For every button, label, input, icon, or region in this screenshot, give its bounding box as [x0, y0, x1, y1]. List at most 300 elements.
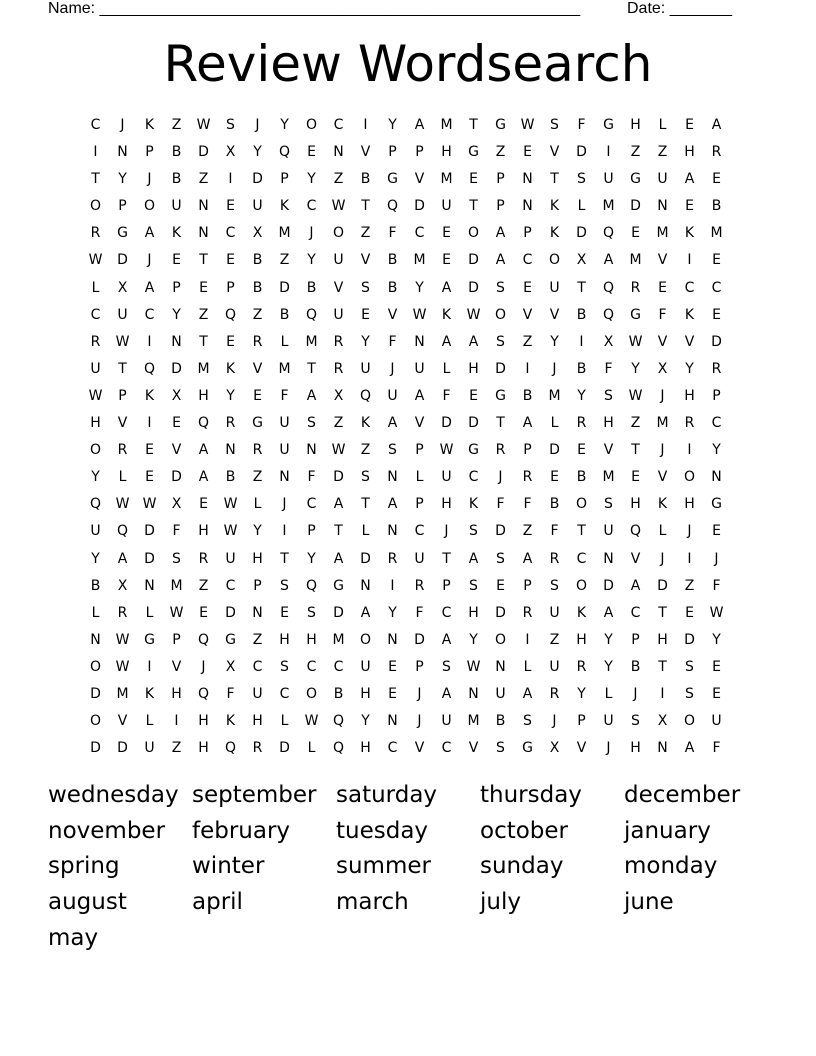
grid-letter: M: [170, 577, 183, 594]
grid-letter: I: [147, 658, 152, 675]
grid-letter: O: [683, 713, 696, 730]
grid-letter: X: [171, 496, 182, 513]
grid-letter: N: [252, 604, 263, 621]
grid-letter: Z: [522, 523, 533, 540]
grid-letter: Z: [198, 171, 209, 188]
grid-letter: X: [576, 252, 587, 269]
grid-letter: I: [363, 117, 368, 133]
grid-letter: J: [147, 171, 152, 188]
grid-letter: V: [657, 469, 668, 486]
grid-letter: H: [630, 740, 641, 757]
grid-letter: M: [305, 333, 318, 350]
grid-letter: T: [307, 360, 316, 377]
grid-letter: Z: [657, 144, 668, 161]
grid-letter: V: [684, 333, 695, 350]
grid-letter: Q: [305, 577, 318, 594]
grid-letter: I: [606, 144, 611, 161]
grid-letter: I: [93, 144, 98, 161]
grid-letter: E: [685, 604, 694, 621]
grid-letter: O: [143, 198, 156, 215]
name-field-label: Name: ______________________________________________________: [48, 0, 581, 17]
grid-letter: T: [577, 279, 586, 296]
grid-letter: U: [711, 713, 722, 730]
grid-letter: R: [117, 442, 128, 459]
grid-letter: A: [522, 685, 533, 702]
grid-letter: H: [630, 117, 641, 133]
grid-letter: E: [307, 144, 316, 161]
grid-letter: W: [304, 713, 319, 730]
grid-letter: C: [225, 577, 236, 594]
grid-letter: U: [360, 360, 371, 377]
grid-letter: N: [279, 469, 290, 486]
grid-letter: D: [684, 631, 695, 648]
grid-letter: G: [711, 496, 722, 513]
grid-letter: A: [144, 279, 155, 296]
grid-letter: W: [520, 117, 535, 133]
grid-letter: A: [117, 550, 128, 567]
grid-letter: E: [631, 225, 640, 242]
grid-letter: J: [660, 387, 665, 404]
grid-letter: O: [359, 631, 372, 648]
grid-letter: Z: [333, 171, 344, 188]
grid-letter: V: [468, 740, 479, 757]
grid-letter: R: [576, 658, 587, 675]
grid-letter: G: [387, 171, 398, 188]
grid-letter: Y: [307, 550, 316, 567]
grid-letter: Y: [577, 685, 586, 702]
word-list-item: march: [336, 889, 409, 916]
grid-letter: W: [466, 658, 481, 675]
grid-letter: M: [413, 252, 426, 269]
grid-letter: F: [172, 523, 181, 540]
grid-letter: K: [468, 496, 479, 513]
grid-letter: H: [252, 550, 263, 567]
grid-letter: R: [630, 279, 641, 296]
grid-letter: N: [306, 442, 317, 459]
grid-letter: A: [522, 415, 533, 432]
word-list-item: april: [192, 889, 243, 916]
grid-letter: W: [142, 496, 157, 513]
grid-letter: F: [442, 387, 451, 404]
grid-letter: X: [171, 387, 182, 404]
grid-letter: B: [171, 171, 182, 188]
grid-letter: D: [360, 550, 371, 567]
grid-letter: M: [656, 415, 669, 432]
grid-letter: Q: [332, 740, 345, 757]
grid-letter: Z: [333, 415, 344, 432]
grid-letter: P: [415, 442, 424, 459]
grid-letter: G: [522, 740, 533, 757]
grid-letter: U: [252, 685, 263, 702]
grid-letter: Q: [386, 198, 399, 215]
grid-letter: P: [631, 631, 640, 648]
grid-letter: P: [307, 523, 316, 540]
grid-letter: U: [117, 306, 128, 323]
grid-letter: A: [414, 387, 425, 404]
grid-letter: D: [576, 225, 587, 242]
grid-letter: A: [333, 496, 344, 513]
grid-letter: F: [604, 360, 613, 377]
grid-letter: V: [387, 306, 398, 323]
grid-letter: A: [711, 117, 722, 133]
grid-letter: V: [414, 740, 425, 757]
grid-letter: O: [305, 117, 318, 133]
grid-letter: L: [145, 713, 154, 730]
grid-letter: F: [415, 604, 424, 621]
grid-letter: R: [333, 360, 344, 377]
grid-letter: Q: [197, 631, 210, 648]
grid-letter: L: [604, 685, 613, 702]
grid-letter: R: [90, 225, 101, 242]
grid-letter: E: [577, 442, 586, 459]
grid-letter: H: [576, 631, 587, 648]
grid-letter: G: [468, 144, 479, 161]
grid-letter: B: [306, 279, 317, 296]
grid-letter: C: [90, 117, 101, 133]
grid-letter: D: [117, 252, 128, 269]
grid-letter: Y: [280, 117, 289, 133]
grid-letter: W: [115, 496, 130, 513]
grid-letter: D: [90, 740, 101, 757]
grid-letter: C: [522, 252, 533, 269]
grid-letter: B: [549, 496, 560, 513]
grid-letter: V: [117, 713, 128, 730]
grid-letter: D: [495, 523, 506, 540]
grid-letter: C: [144, 306, 155, 323]
grid-letter: T: [658, 658, 667, 675]
grid-letter: A: [144, 225, 155, 242]
grid-letter: E: [712, 252, 721, 269]
grid-letter: X: [117, 279, 128, 296]
grid-letter: U: [549, 279, 560, 296]
grid-letter: Y: [550, 333, 559, 350]
grid-letter: L: [253, 496, 262, 513]
grid-letter: S: [685, 658, 694, 675]
grid-letter: E: [685, 198, 694, 215]
grid-letter: P: [496, 198, 505, 215]
grid-letter: P: [415, 144, 424, 161]
grid-letter: C: [306, 658, 317, 675]
word-list-item: thursday: [480, 782, 582, 808]
grid-letter: P: [172, 279, 181, 296]
grid-letter: P: [523, 442, 532, 459]
grid-letter: C: [90, 306, 101, 323]
grid-letter: S: [172, 550, 181, 567]
grid-letter: Q: [602, 306, 615, 323]
grid-letter: E: [685, 117, 694, 133]
grid-letter: O: [305, 685, 318, 702]
grid-letter: U: [333, 306, 344, 323]
grid-letter: V: [603, 442, 614, 459]
grid-letter: E: [226, 252, 235, 269]
grid-letter: U: [360, 658, 371, 675]
grid-letter: E: [226, 198, 235, 215]
grid-letter: D: [171, 360, 182, 377]
grid-letter: C: [252, 658, 263, 675]
grid-letter: I: [228, 171, 233, 188]
grid-letter: U: [549, 604, 560, 621]
grid-letter: S: [496, 740, 505, 757]
grid-letter: Q: [143, 360, 156, 377]
word-list: [48, 778, 768, 956]
grid-letter: P: [577, 713, 586, 730]
grid-letter: I: [174, 713, 179, 730]
grid-letter: W: [196, 117, 211, 133]
grid-letter: N: [90, 631, 101, 648]
grid-letter: E: [145, 442, 154, 459]
grid-letter: D: [468, 279, 479, 296]
grid-letter: I: [687, 442, 692, 459]
grid-letter: N: [225, 442, 236, 459]
grid-letter: A: [468, 550, 479, 567]
grid-letter: F: [496, 496, 505, 513]
grid-letter: G: [333, 577, 344, 594]
grid-letter: Y: [91, 469, 100, 486]
grid-letter: I: [687, 550, 692, 567]
grid-letter: N: [198, 225, 209, 242]
grid-letter: X: [549, 740, 560, 757]
grid-letter: H: [198, 713, 209, 730]
grid-letter: A: [198, 442, 209, 459]
grid-letter: I: [687, 252, 692, 269]
grid-letter: H: [441, 496, 452, 513]
grid-letter: N: [522, 171, 533, 188]
grid-letter: M: [629, 252, 642, 269]
grid-letter: J: [498, 469, 503, 486]
grid-letter: N: [522, 198, 533, 215]
grid-letter: L: [280, 333, 289, 350]
grid-letter: D: [90, 685, 101, 702]
grid-letter: M: [278, 225, 291, 242]
grid-letter: C: [711, 279, 722, 296]
grid-letter: Y: [469, 631, 478, 648]
grid-letter: Z: [252, 631, 263, 648]
grid-letter: Q: [332, 713, 345, 730]
grid-letter: S: [496, 279, 505, 296]
grid-letter: S: [280, 658, 289, 675]
grid-letter: D: [198, 144, 209, 161]
grid-letter: B: [171, 144, 182, 161]
grid-letter: Q: [224, 306, 237, 323]
grid-letter: J: [282, 496, 287, 513]
grid-letter: O: [467, 225, 480, 242]
grid-letter: T: [496, 415, 505, 432]
grid-letter: E: [550, 469, 559, 486]
grid-letter: V: [171, 442, 182, 459]
grid-letter: F: [550, 523, 559, 540]
grid-letter: O: [494, 631, 507, 648]
grid-letter: Z: [360, 442, 371, 459]
grid-letter: X: [333, 387, 344, 404]
grid-letter: U: [603, 713, 614, 730]
grid-letter: P: [415, 658, 424, 675]
grid-letter: E: [226, 333, 235, 350]
grid-letter: A: [441, 279, 452, 296]
grid-letter: G: [117, 225, 128, 242]
grid-letter: M: [440, 171, 453, 188]
grid-letter: C: [414, 225, 425, 242]
grid-letter: Z: [252, 306, 263, 323]
grid-letter: J: [417, 713, 422, 730]
grid-letter: U: [252, 198, 263, 215]
grid-letter: A: [441, 685, 452, 702]
grid-letter: P: [226, 279, 235, 296]
grid-letter: R: [198, 550, 209, 567]
grid-letter: X: [117, 577, 128, 594]
grid-letter: H: [657, 631, 668, 648]
grid-letter: E: [523, 279, 532, 296]
grid-letter: J: [255, 117, 260, 133]
grid-letter: P: [523, 225, 532, 242]
grid-letter: L: [361, 523, 370, 540]
grid-letter: F: [577, 117, 586, 133]
grid-letter: K: [144, 117, 155, 133]
grid-letter: K: [684, 306, 695, 323]
grid-letter: S: [550, 117, 559, 133]
grid-letter: N: [657, 198, 668, 215]
grid-letter: Y: [388, 117, 397, 133]
grid-letter: Y: [361, 333, 370, 350]
grid-letter: B: [576, 306, 587, 323]
grid-letter: Q: [629, 523, 642, 540]
grid-letter: J: [390, 360, 395, 377]
grid-letter: X: [603, 333, 614, 350]
grid-letter: I: [147, 333, 152, 350]
grid-letter: L: [307, 740, 316, 757]
grid-letter: S: [604, 496, 613, 513]
grid-letter: N: [603, 550, 614, 567]
grid-letter: P: [496, 171, 505, 188]
grid-letter: Z: [279, 252, 290, 269]
grid-letter: K: [144, 387, 155, 404]
grid-letter: F: [388, 333, 397, 350]
grid-letter: T: [199, 333, 208, 350]
grid-letter: J: [687, 523, 692, 540]
grid-letter: X: [225, 658, 236, 675]
grid-letter: A: [387, 496, 398, 513]
grid-letter: Y: [307, 252, 316, 269]
grid-letter: A: [441, 631, 452, 648]
grid-letter: E: [469, 171, 478, 188]
grid-letter: H: [198, 523, 209, 540]
grid-letter: E: [631, 469, 640, 486]
grid-letter: V: [630, 550, 641, 567]
grid-letter: P: [280, 171, 289, 188]
grid-letter: E: [172, 415, 181, 432]
grid-letter: J: [552, 713, 557, 730]
grid-letter: T: [658, 604, 667, 621]
grid-letter: H: [90, 415, 101, 432]
grid-letter: U: [414, 360, 425, 377]
grid-letter: J: [444, 523, 449, 540]
grid-letter: R: [549, 550, 560, 567]
grid-letter: R: [225, 415, 236, 432]
grid-letter: U: [387, 387, 398, 404]
grid-letter: E: [361, 306, 370, 323]
grid-letter: L: [550, 415, 559, 432]
grid-letter: N: [171, 333, 182, 350]
word-list-item: december: [624, 782, 741, 808]
grid-letter: U: [414, 550, 425, 567]
grid-letter: U: [279, 415, 290, 432]
grid-letter: U: [279, 442, 290, 459]
grid-letter: I: [660, 685, 665, 702]
grid-letter: Y: [226, 387, 235, 404]
grid-letter: H: [360, 740, 371, 757]
grid-letter: W: [331, 442, 346, 459]
grid-letter: M: [710, 225, 723, 242]
word-list-item: october: [480, 817, 569, 844]
grid-letter: R: [333, 333, 344, 350]
grid-letter: F: [226, 685, 235, 702]
grid-letter: Q: [602, 225, 615, 242]
grid-letter: Z: [495, 144, 506, 161]
grid-letter: C: [684, 279, 695, 296]
grid-letter: P: [523, 577, 532, 594]
grid-letter: V: [522, 306, 533, 323]
grid-letter: K: [279, 198, 290, 215]
grid-letter: D: [252, 171, 263, 188]
word-list-item: february: [192, 817, 291, 844]
grid-letter: L: [91, 279, 100, 296]
grid-letter: R: [576, 415, 587, 432]
grid-letter: D: [117, 740, 128, 757]
grid-letter: B: [576, 469, 587, 486]
grid-letter: I: [525, 631, 530, 648]
grid-letter: F: [280, 387, 289, 404]
grid-letter: E: [172, 252, 181, 269]
grid-letter: X: [657, 713, 668, 730]
grid-letter: P: [145, 144, 154, 161]
grid-letter: G: [144, 631, 155, 648]
grid-letter: L: [658, 523, 667, 540]
grid-letter: R: [549, 685, 560, 702]
grid-letter: D: [144, 523, 155, 540]
word-list-item: june: [624, 889, 674, 916]
grid-letter: S: [442, 658, 451, 675]
grid-letter: S: [523, 713, 532, 730]
grid-letter: M: [278, 360, 291, 377]
grid-letter: R: [711, 360, 722, 377]
grid-letter: R: [495, 442, 506, 459]
grid-letter: C: [441, 604, 452, 621]
grid-letter: J: [417, 685, 422, 702]
grid-letter: E: [469, 387, 478, 404]
grid-letter: Y: [712, 631, 721, 648]
word-list-item: tuesday: [336, 817, 429, 844]
grid-letter: D: [495, 604, 506, 621]
grid-letter: O: [89, 442, 102, 459]
grid-letter: P: [388, 144, 397, 161]
grid-letter: J: [606, 740, 611, 757]
grid-letter: O: [575, 496, 588, 513]
grid-letter: H: [306, 631, 317, 648]
grid-letter: D: [225, 604, 236, 621]
grid-letter: S: [226, 117, 235, 133]
grid-letter: A: [387, 415, 398, 432]
grid-letter: A: [468, 333, 479, 350]
grid-letter: K: [684, 225, 695, 242]
grid-letter: R: [414, 577, 425, 594]
grid-letter: H: [603, 415, 614, 432]
grid-letter: O: [494, 306, 507, 323]
grid-letter: D: [549, 442, 560, 459]
grid-letter: Y: [118, 171, 127, 188]
grid-letter: A: [198, 469, 209, 486]
grid-letter: Q: [305, 306, 318, 323]
grid-letter: I: [390, 577, 395, 594]
grid-letter: R: [711, 144, 722, 161]
